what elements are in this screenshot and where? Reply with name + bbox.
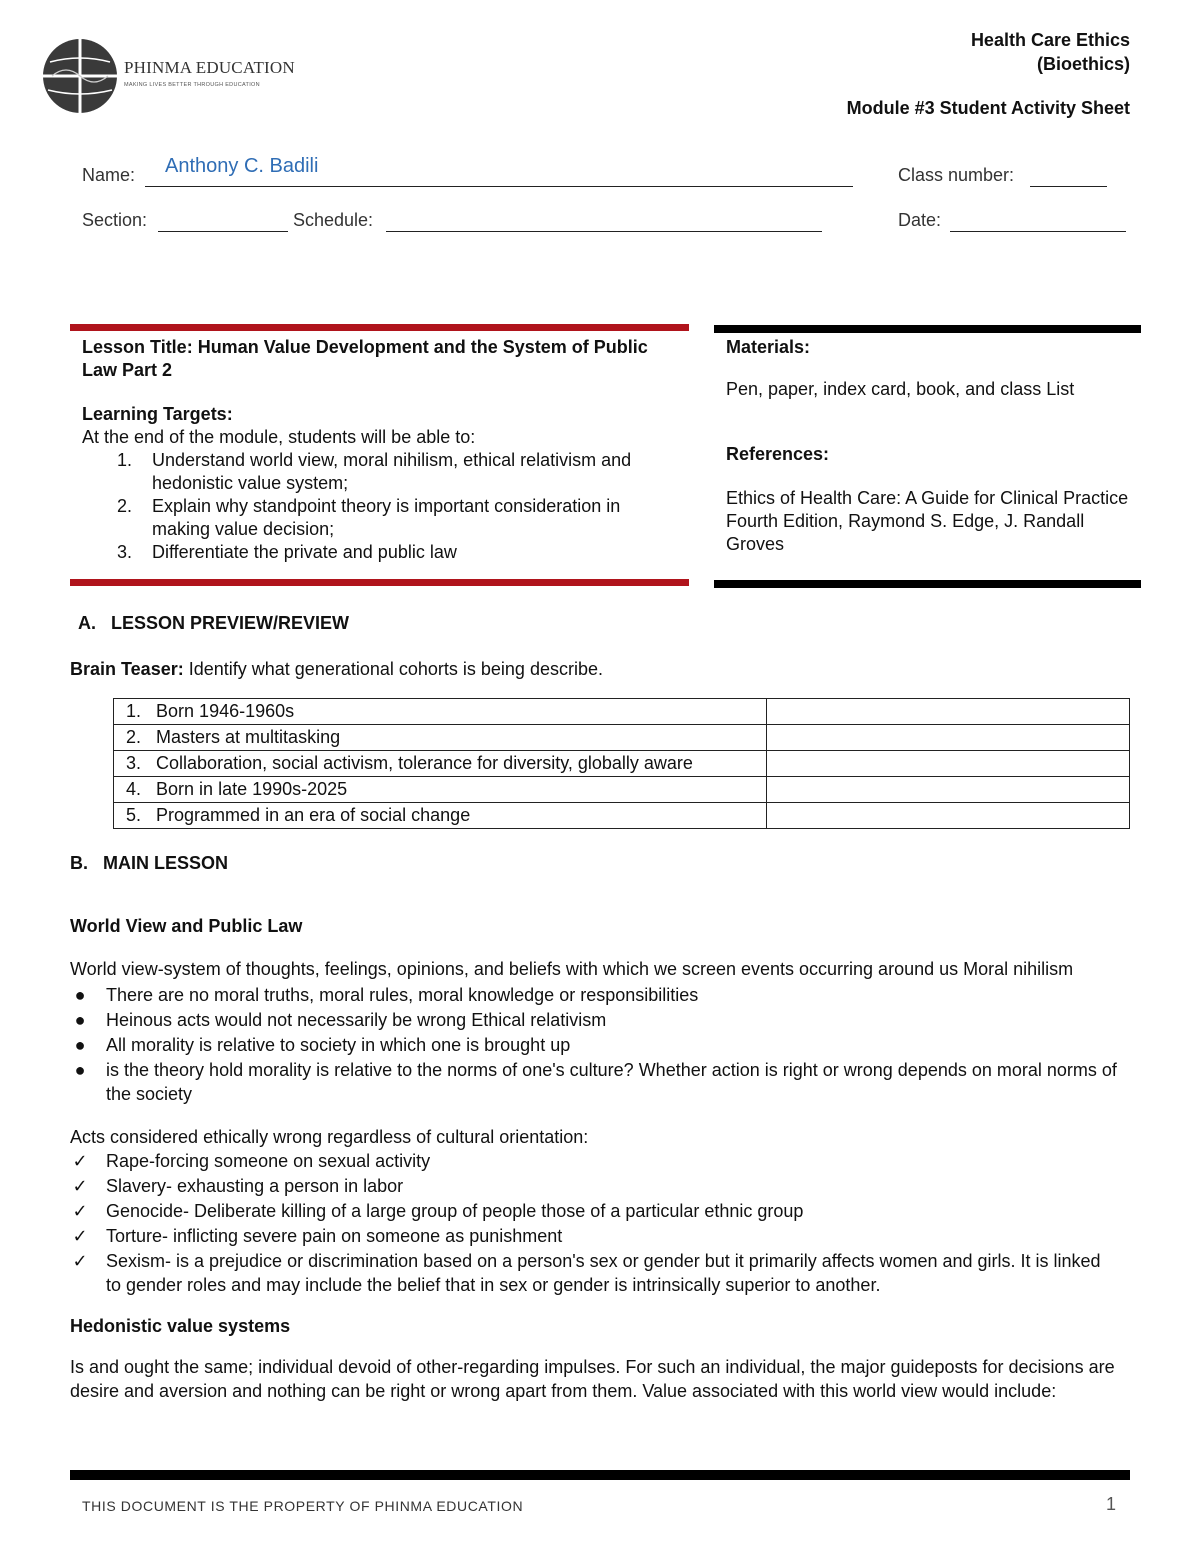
schedule-field[interactable] bbox=[386, 231, 822, 232]
list-item: ● All morality is relative to society in which one is brought up bbox=[70, 1033, 1120, 1057]
question-cell: 1. Born 1946-1960s bbox=[114, 699, 767, 725]
materials-heading: Materials: bbox=[726, 337, 811, 357]
question-cell: 3. Collaboration, social activism, tolerance for diversity, globally aware bbox=[114, 751, 767, 777]
question-cell: 4. Born in late 1990s-2025 bbox=[114, 777, 767, 803]
list-item: 1. Understand world view, moral nihilism, ethical relativism and hedonistic value system; bbox=[117, 450, 632, 493]
question-cell: 5. Programmed in an era of social change bbox=[114, 803, 767, 829]
logo-name: PHINMA EDUCATION bbox=[124, 58, 295, 77]
lesson-box-top-bar bbox=[70, 324, 689, 331]
materials-box-bottom-bar bbox=[714, 580, 1141, 588]
list-item: 3. Differentiate the private and public law bbox=[117, 542, 457, 562]
course-subtitle: (Bioethics) bbox=[1036, 54, 1130, 74]
acts-checklist bbox=[70, 1149, 1120, 1297]
answer-cell[interactable] bbox=[767, 777, 1130, 803]
targets-list bbox=[82, 449, 682, 564]
checkmark-icon: ✓ bbox=[72, 1201, 88, 1221]
targets-intro: At the end of the module, students will be able to: bbox=[82, 427, 476, 447]
answer-cell[interactable] bbox=[767, 699, 1130, 725]
answer-cell[interactable] bbox=[767, 803, 1130, 829]
checkmark-icon: ✓ bbox=[72, 1176, 88, 1196]
schedule-label: Schedule: bbox=[293, 210, 374, 230]
world-view-paragraph: World view-system of thoughts, feelings, opinions, and beliefs with which we screen events occurring around us Moral nihilism bbox=[70, 959, 1074, 979]
table-row bbox=[114, 803, 1130, 829]
course-title: Health Care Ethics bbox=[970, 30, 1130, 50]
main-lesson-body bbox=[70, 957, 1120, 1403]
materials-box-top-bar bbox=[714, 325, 1141, 333]
sheet-title: Module #3 Student Activity Sheet bbox=[846, 98, 1130, 118]
footer-text: THIS DOCUMENT IS THE PROPERTY OF PHINMA EDUCATION bbox=[82, 1498, 524, 1514]
generational-cohorts-table bbox=[113, 698, 1130, 829]
answer-cell[interactable] bbox=[767, 725, 1130, 751]
list-item: ✓ Slavery- exhausting a person in labor bbox=[70, 1174, 1120, 1198]
list-item: ● There are no moral truths, moral rules, moral knowledge or responsibilities bbox=[70, 983, 1120, 1007]
references-heading: References: bbox=[726, 444, 830, 464]
checkmark-icon: ✓ bbox=[72, 1251, 88, 1271]
acts-intro: Acts considered ethically wrong regardless of cultural orientation: bbox=[70, 1127, 589, 1147]
list-item: ✓ Rape-forcing someone on sexual activity bbox=[70, 1149, 1120, 1173]
materials-box bbox=[726, 336, 1131, 556]
lesson-box-bottom-bar bbox=[70, 579, 689, 586]
references-text: Ethics of Health Care: A Guide for Clinical Practice Fourth Edition, Raymond S. Edge, J. Randall Groves bbox=[726, 488, 1129, 554]
table-row bbox=[114, 751, 1130, 777]
question-cell: 2. Masters at multitasking bbox=[114, 725, 767, 751]
section-field[interactable] bbox=[158, 231, 288, 232]
date-label: Date: bbox=[898, 210, 942, 230]
list-item: ● is the theory hold morality is relative to the norms of one's culture? Whether action is right or wrong depends on moral norms of the society bbox=[70, 1058, 1120, 1106]
bullet-icon: ● bbox=[74, 1010, 86, 1030]
date-field[interactable] bbox=[950, 231, 1126, 232]
checkmark-icon: ✓ bbox=[72, 1151, 88, 1171]
table-row bbox=[114, 725, 1130, 751]
section-label: Section: bbox=[82, 210, 148, 230]
name-field-line[interactable] bbox=[145, 186, 853, 187]
table-row bbox=[114, 777, 1130, 803]
checkmark-icon: ✓ bbox=[72, 1226, 88, 1246]
phinma-logo bbox=[40, 36, 300, 118]
class-number-label: Class number: bbox=[898, 165, 1015, 185]
hedonistic-heading: Hedonistic value systems bbox=[70, 1316, 291, 1336]
class-number-field[interactable] bbox=[1030, 186, 1107, 187]
list-item: ✓ Torture- inflicting severe pain on someone as punishment bbox=[70, 1224, 1120, 1248]
bullet-icon: ● bbox=[74, 1035, 86, 1055]
list-item: ✓ Genocide- Deliberate killing of a large group of people those of a particular ethnic group bbox=[70, 1199, 1120, 1223]
brain-teaser-label: Brain Teaser: bbox=[70, 659, 184, 679]
section-a-heading: A. LESSON PREVIEW/REVIEW bbox=[78, 613, 350, 633]
bullet-icon: ● bbox=[74, 985, 86, 1005]
world-view-heading: World View and Public Law bbox=[70, 916, 303, 936]
list-item: ● Heinous acts would not necessarily be wrong Ethical relativism bbox=[70, 1008, 1120, 1032]
bullet-icon: ● bbox=[74, 1060, 86, 1080]
brain-teaser bbox=[70, 657, 603, 681]
name-label: Name: bbox=[82, 165, 136, 185]
targets-heading: Learning Targets: bbox=[82, 404, 233, 424]
materials-text: Pen, paper, index card, book, and class List bbox=[726, 379, 1075, 399]
section-b-heading: B. MAIN LESSON bbox=[70, 853, 229, 873]
document-header bbox=[847, 28, 1130, 120]
lesson-box bbox=[82, 336, 682, 564]
brain-teaser-text: Identify what generational cohorts is being describe. bbox=[188, 659, 603, 679]
hedonistic-paragraph: Is and ought the same; individual devoid of other-regarding impulses. For such an individual, the major guideposts for decisions are desire and aversion and nothing can be right or wrong apart from them. Value associated with this world view would include: bbox=[70, 1357, 1115, 1401]
logo-tagline: MAKING LIVES BETTER THROUGH EDUCATION bbox=[124, 82, 260, 88]
nihilism-bullets bbox=[70, 983, 1120, 1106]
page-number: 1 bbox=[1105, 1494, 1116, 1514]
list-item: 2. Explain why standpoint theory is important consideration in making value decision; bbox=[117, 496, 621, 539]
name-value[interactable]: Anthony C. Badili bbox=[165, 155, 319, 177]
lesson-title: Lesson Title: Human Value Development and the System of Public Law Part 2 bbox=[82, 337, 648, 380]
logo-globe-icon bbox=[40, 36, 120, 116]
footer-bar bbox=[70, 1470, 1130, 1480]
table-row bbox=[114, 699, 1130, 725]
answer-cell[interactable] bbox=[767, 751, 1130, 777]
list-item: ✓ Sexism- is a prejudice or discrimination based on a person's sex or gender but it primarily affects women and girls. It is linked to gender roles and may include the belief that in sex or gender is intrinsically superior to another. bbox=[70, 1249, 1120, 1297]
